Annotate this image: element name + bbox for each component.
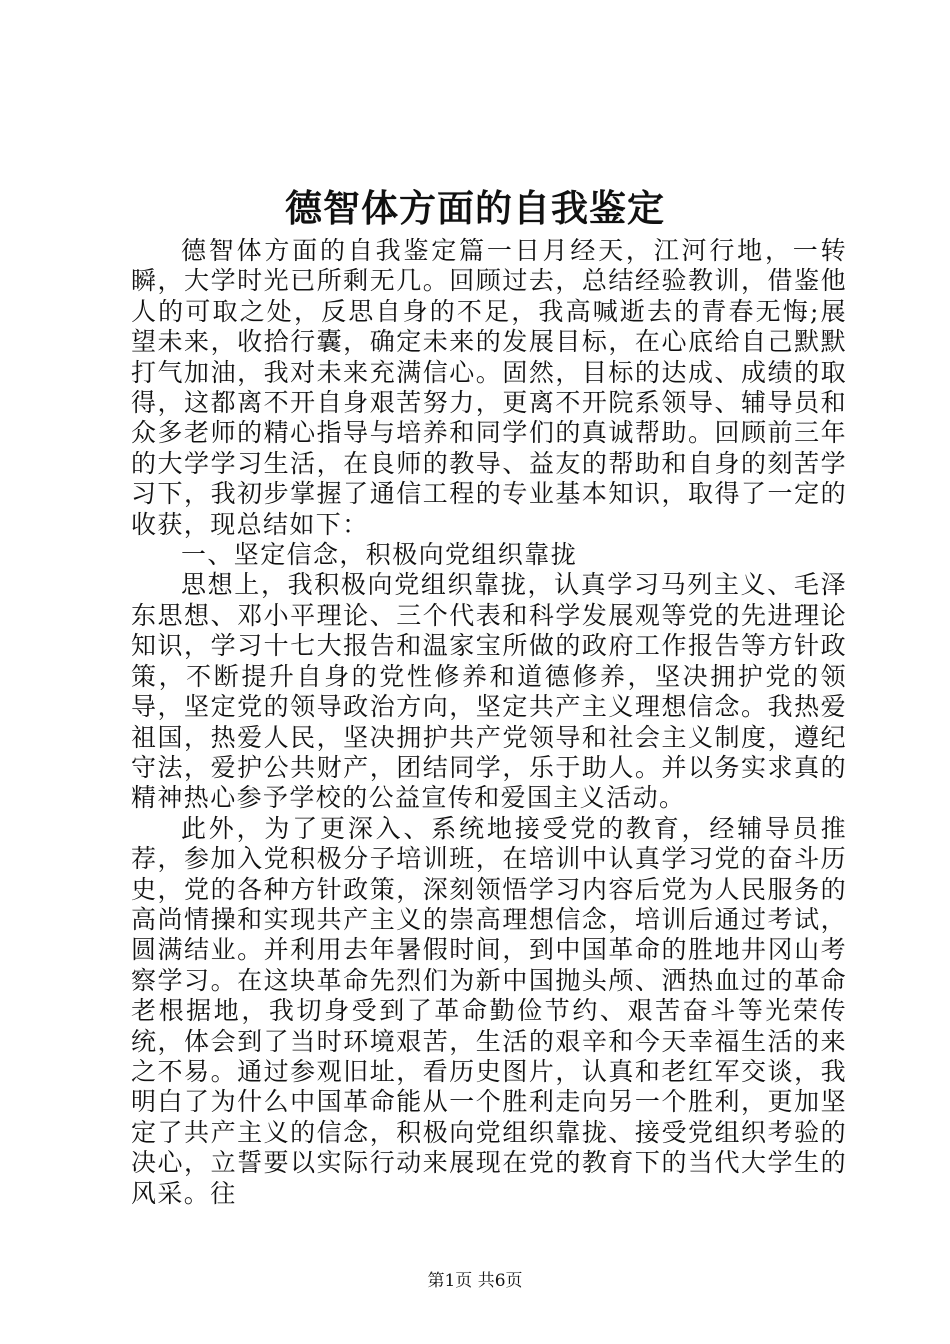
page-indicator: 第1页 共6页 [427,1271,523,1291]
paragraph-training: 此外，为了更深入、系统地接受党的教育，经辅导员推荐，参加入党积极分子培训班，在培训中认真学习党的奋斗历史，党的各种方针政策，深刻领悟学习内容后党为人民服务的高尚情操和实现共产主义的崇高理想信念，培训后通过考试，圆满结业。并利用去年暑假时间，到中国革命的胜地井冈山考察学习。在这块革命先烈们为新中国抛头颅、洒热血过的革命老根据地，我切身受到了革命勤俭节约、艰苦奋斗等光荣传统，体会到了当时环境艰苦，生活的艰辛和今天幸福生活的来之不易。通过参观旧址，看历史图片，认真和老红军交谈，我明白了为什么中国革命能从一个胜利走向另一个胜利，更加坚定了共产主义的信念，积极向党组织靠拢、接受党组织考验的决心，立誓要以实际行动来展现在党的教育下的当代大学生的风采。往 [131,813,847,1208]
page-footer [0,1270,950,1292]
section-heading: 一、坚定信念，积极向党组织靠拢 [181,540,578,570]
document-title: 德智体方面的自我鉴定 [285,186,665,230]
document-body [131,236,847,1209]
paragraph-intro: 德智体方面的自我鉴定篇一日月经天，江河行地，一转瞬，大学时光已所剩无几。回顾过去，总结经验教训，借鉴他人的可取之处，反思自身的不足，我高喊逝去的青春无悔;展望未来，收拾行囊，确定未来的发展目标，在心底给自己默默打气加油，我对未来充满信心。固然，目标的达成、成绩的取得，这都离不开自身艰苦努力，更离不开院系领导、辅导员和众多老师的精心指导与培养和同学们的真诚帮助。回顾前三年的大学学习生活，在良师的教导、益友的帮助和自身的刻苦学习下，我初步掌握了通信工程的专业基本知识，取得了一定的收获，现总结如下： [131,236,847,539]
paragraph-thought: 思想上，我积极向党组织靠拢，认真学习马列主义、毛泽东思想、邓小平理论、三个代表和科学发展观等党的先进理论知识，学习十七大报告和温家宝所做的政府工作报告等方针政策，不断提升自身的党性修养和道德修养，坚决拥护党的领导，坚定党的领导政治方向，坚定共产主义理想信念。我热爱祖国，热爱人民，坚决拥护共产党领导和社会主义制度，遵纪守法，爱护公共财产，团结同学，乐于助人。并以务实求真的精神热心参予学校的公益宣传和爱国主义活动。 [131,570,847,813]
